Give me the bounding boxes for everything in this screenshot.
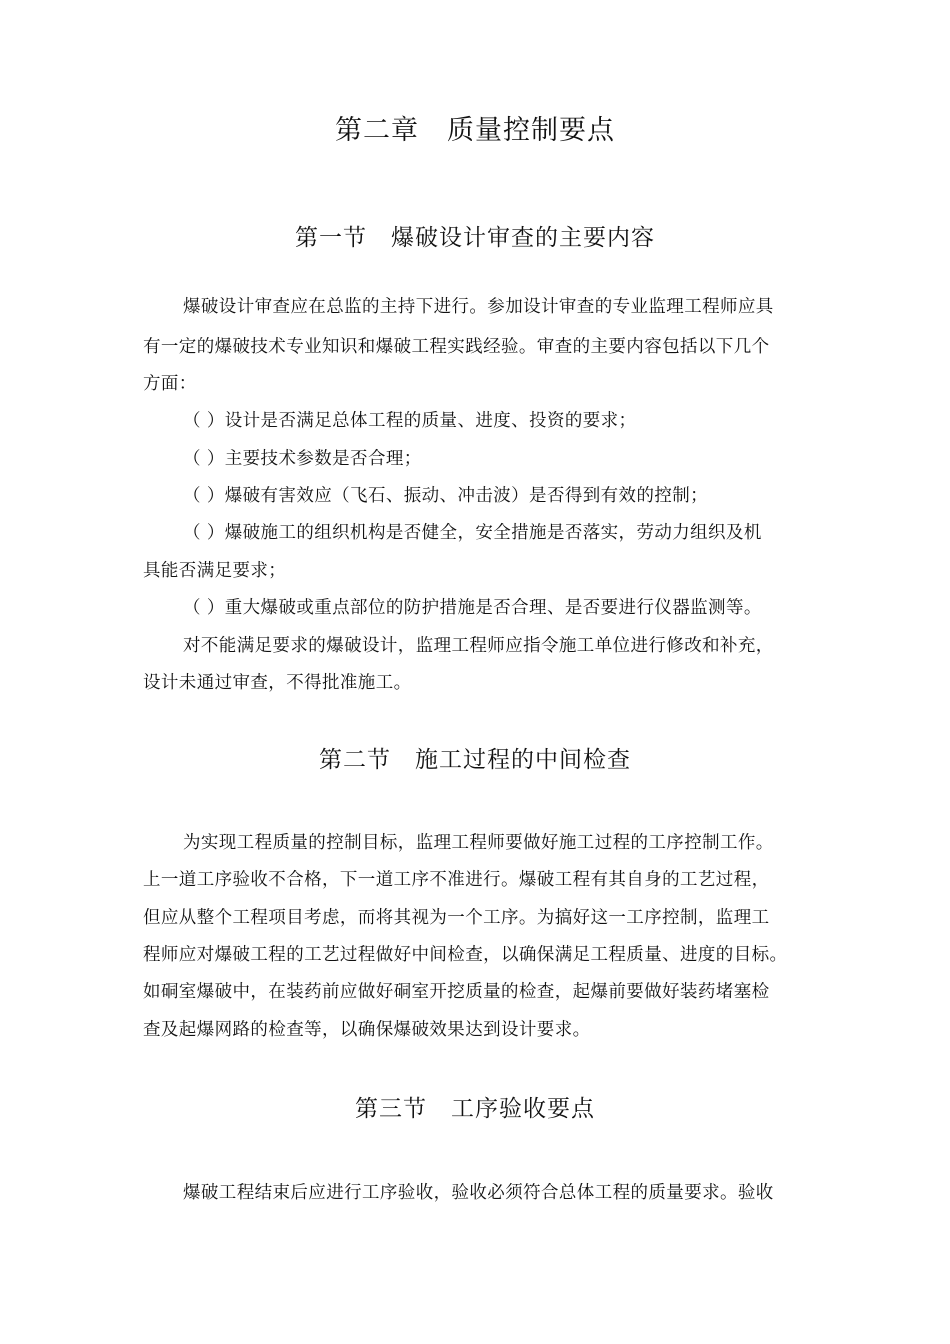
paragraph-line: 为实现工程质量的控制目标，监理工程师要做好施工过程的工序控制工作。	[183, 833, 774, 853]
list-item: （ ）设计是否满足总体工程的质量、进度、投资的要求；	[183, 411, 637, 431]
paragraph-line: 对不能满足要求的爆破设计，监理工程师应指令施工单位进行修改和补充，	[183, 636, 774, 656]
list-item: （ ）主要技术参数是否合理；	[183, 449, 422, 469]
paragraph-line: 有一定的爆破技术专业知识和爆破工程实践经验。审查的主要内容包括以下几个	[143, 337, 770, 357]
section-1-title: 第一节 爆破设计审查的主要内容	[295, 225, 655, 251]
paragraph-line: 但应从整个工程项目考虑，而将其视为一个工序。为搞好这一工序控制，监理工	[143, 908, 770, 928]
paragraph-line: 查及起爆网路的检查等，以确保爆破效果达到设计要求。	[143, 1020, 591, 1040]
paragraph-line: 上一道工序验收不合格，下一道工序不准进行。爆破工程有其自身的工艺过程，	[143, 870, 770, 890]
paragraph-line: 如硐室爆破中，在装药前应做好硐室开挖质量的检查，起爆前要做好装药堵塞检	[143, 982, 770, 1002]
list-item: （ ）爆破施工的组织机构是否健全，安全措施是否落实，劳动力组织及机	[183, 523, 762, 543]
chapter-title: 第二章 质量控制要点	[335, 115, 615, 146]
paragraph-line: 方面：	[143, 374, 197, 394]
section-3-title: 第三节 工序验收要点	[355, 1096, 595, 1122]
list-item-continuation: 具能否满足要求；	[143, 561, 287, 581]
paragraph-line: 爆破设计审查应在总监的主持下进行。参加设计审查的专业监理工程师应具	[183, 297, 774, 317]
paragraph-line: 爆破工程结束后应进行工序验收，验收必须符合总体工程的质量要求。验收	[183, 1183, 774, 1203]
section-2-title: 第二节 施工过程的中间检查	[319, 747, 631, 773]
paragraph-line: 设计未通过审查，不得批准施工。	[143, 673, 412, 693]
list-item: （ ）爆破有害效应（飞石、振动、冲击波）是否得到有效的控制；	[183, 486, 709, 506]
list-item: （ ）重大爆破或重点部位的防护措施是否合理、是否要进行仪器监测等。	[183, 598, 762, 618]
paragraph-line: 程师应对爆破工程的工艺过程做好中间检查，以确保满足工程质量、进度的目标。	[143, 945, 788, 965]
